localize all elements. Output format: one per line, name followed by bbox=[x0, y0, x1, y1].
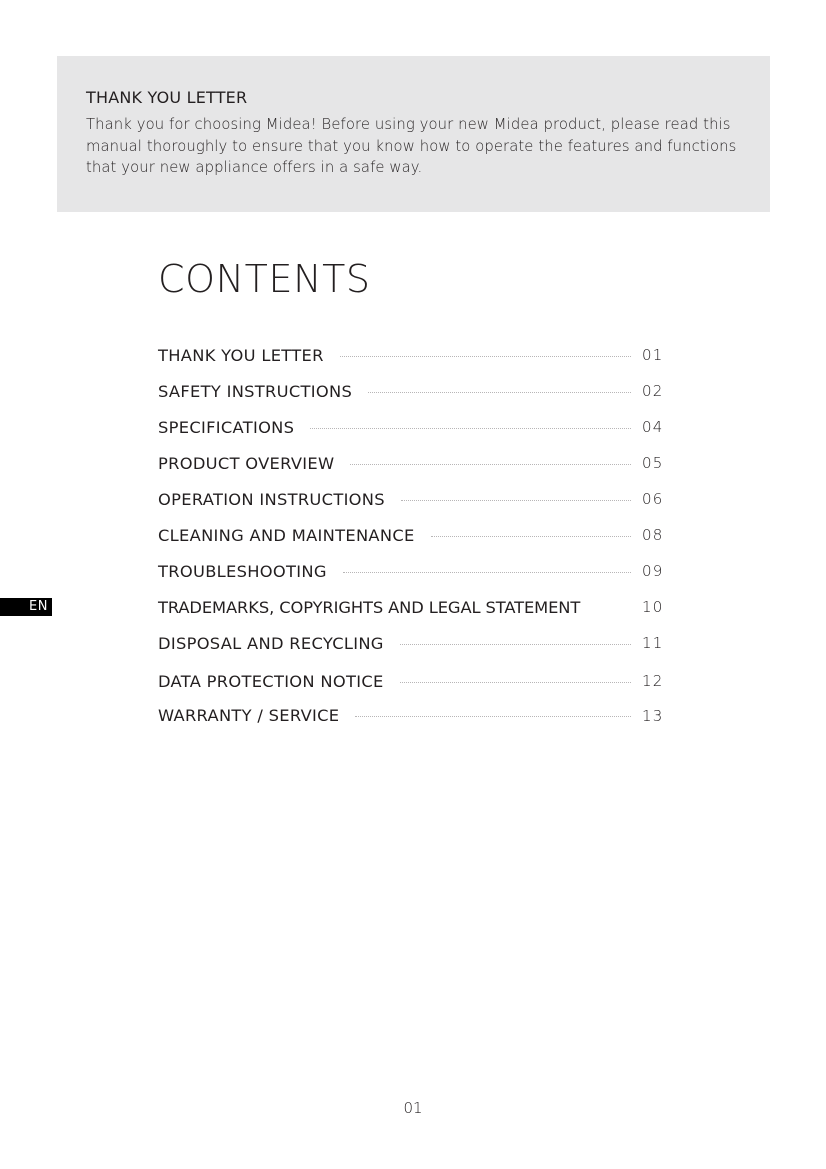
toc-page: 05 bbox=[642, 454, 664, 472]
toc-page: 01 bbox=[642, 346, 664, 364]
toc-entry-warranty-service[interactable] bbox=[158, 699, 664, 732]
toc-entry-product-overview[interactable] bbox=[158, 445, 664, 481]
toc-entry-trademarks-copyrights-legal[interactable] bbox=[158, 589, 664, 625]
thank-you-letter-box bbox=[57, 56, 770, 212]
toc-label: OPERATION INSTRUCTIONS bbox=[158, 489, 385, 509]
toc-leader bbox=[431, 536, 631, 537]
toc-label: TROUBLESHOOTING bbox=[158, 561, 327, 581]
toc-entry-safety-instructions[interactable] bbox=[158, 373, 664, 409]
letter-title: THANK YOU LETTER bbox=[86, 88, 248, 107]
toc-label: SAFETY INSTRUCTIONS bbox=[158, 381, 353, 401]
toc-entry-operation-instructions[interactable] bbox=[158, 481, 664, 517]
toc-leader bbox=[588, 608, 631, 609]
toc-page: 06 bbox=[642, 490, 664, 508]
toc-label: SPECIFICATIONS bbox=[158, 417, 295, 437]
toc-page: 08 bbox=[642, 526, 664, 544]
toc-leader bbox=[340, 356, 631, 357]
toc-label: TRADEMARKS, COPYRIGHTS AND LEGAL STATEMENT bbox=[158, 597, 581, 617]
language-tab: EN bbox=[0, 598, 52, 616]
toc-leader bbox=[310, 428, 631, 429]
letter-body: Thank you for choosing Midea! Before using your new Midea product, please read this manual thoroughly to ensure that you know how to operate the features and functions that your new appliance offers in a safe way. bbox=[86, 116, 737, 176]
toc-label: WARRANTY / SERVICE bbox=[158, 706, 340, 725]
contents-title: CONTENTS bbox=[158, 257, 371, 301]
toc-entry-disposal-and-recycling[interactable] bbox=[158, 625, 664, 661]
toc-entry-cleaning-and-maintenance[interactable] bbox=[158, 517, 664, 553]
toc-leader bbox=[401, 500, 631, 501]
toc-label: THANK YOU LETTER bbox=[158, 345, 324, 365]
toc-entry-thank-you-letter[interactable] bbox=[158, 337, 664, 373]
toc-page: 10 bbox=[642, 598, 664, 616]
page-number: 01 bbox=[403, 1099, 423, 1117]
toc-label: PRODUCT OVERVIEW bbox=[158, 453, 335, 473]
toc-page: 13 bbox=[642, 706, 664, 725]
table-of-contents bbox=[158, 337, 664, 732]
toc-label: DISPOSAL AND RECYCLING bbox=[158, 633, 384, 653]
toc-page: 12 bbox=[642, 672, 664, 690]
toc-entry-data-protection-notice[interactable] bbox=[158, 663, 664, 699]
toc-entry-troubleshooting[interactable] bbox=[158, 553, 664, 589]
toc-leader bbox=[350, 464, 631, 465]
toc-leader bbox=[343, 572, 631, 573]
toc-page: 09 bbox=[642, 562, 664, 580]
toc-page: 02 bbox=[642, 382, 664, 400]
toc-page: 11 bbox=[642, 634, 664, 652]
toc-entry-specifications[interactable] bbox=[158, 409, 664, 445]
toc-page: 04 bbox=[642, 418, 664, 436]
toc-label: CLEANING AND MAINTENANCE bbox=[158, 525, 415, 545]
toc-leader bbox=[400, 644, 631, 645]
toc-leader bbox=[355, 716, 631, 717]
toc-leader bbox=[368, 392, 631, 393]
toc-label: DATA PROTECTION NOTICE bbox=[158, 671, 384, 691]
toc-leader bbox=[400, 682, 631, 683]
